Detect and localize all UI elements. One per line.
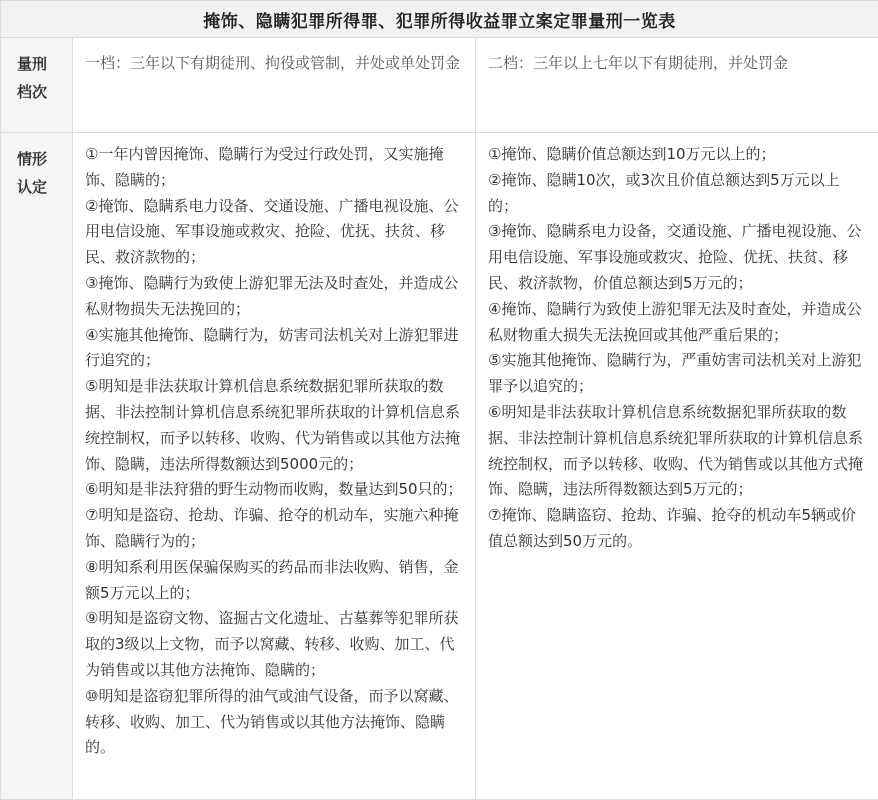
list-item: ⑧明知系利用医保骗保购买的药品而非法收购、销售，金额5万元以上的；: [85, 557, 459, 602]
second-tier-criteria: [476, 133, 878, 800]
list-item: ①掩饰、隐瞒价值总额达到10万元以上的；: [488, 145, 776, 163]
list-item: ⑤实施其他掩饰、隐瞒行为，严重妨害司法机关对上游犯罪予以追究的；: [488, 351, 862, 396]
list-item: ③掩饰、隐瞒系电力设备，交通设施、广播电视设施、公用电信设施、军事设施或救灾、抢险、优抚、扶贫、移民、救济款物，价值总额达到5万元的；: [488, 222, 862, 292]
title-row: [1, 1, 878, 38]
list-item: ②掩饰、隐瞒系电力设备、交通设施、广播电视设施、公用电信设施、军事设施或救灾、抢险、优抚、扶贫、移民、救济款物的；: [85, 196, 459, 267]
list-item: ⑨明知是盗窃文物、盗掘古文化遗址、古墓葬等犯罪所获取的3级以上文物，而予以窝藏、转移、收购、加工、代为销售或以其他方法掩饰、隐瞒的；: [85, 609, 459, 679]
tier-label-line-2: 档次: [17, 83, 48, 101]
tier-label: [1, 38, 73, 133]
criteria-row: [1, 133, 878, 800]
list-item: ⑦明知是盗窃、抢劫、诈骗、抢夺的机动车，实施六种掩饰、隐瞒行为的；: [85, 506, 459, 550]
list-item: ①一年内曾因掩饰、隐瞒行为受过行政处罚，又实施掩饰、隐瞒的；: [85, 145, 444, 189]
list-item: ⑩明知是盗窃犯罪所得的油气或油气设备，而予以窝藏、转移、收购、加工、代为销售或以其他方法掩饰、隐瞒的。: [85, 686, 459, 757]
criteria-label-line-2: 认定: [17, 178, 48, 196]
tier-row: [1, 38, 878, 133]
list-item: ⑦掩饰、隐瞒盗窃、抢劫、诈骗、抢夺的机动车5辆或价值总额达到50万元的。: [488, 506, 856, 550]
criteria-label: [1, 133, 73, 800]
table-title: 掩饰、隐瞒犯罪所得罪、犯罪所得收益罪立案定罪量刑一览表: [1, 1, 878, 38]
list-item: ⑥明知是非法狩猎的野生动物而收购，数量达到50只的；: [85, 480, 463, 499]
criteria-label-line-1: 情形: [17, 150, 48, 168]
list-item: ⑥明知是非法获取计算机信息系统数据犯罪所获取的数据、非法控制计算机信息系统犯罪所获取的计算机信息系统控制权，而予以转移、收购、代为销售或以其他方式掩饰、隐瞒，违法所得数额达到5万元的；: [488, 402, 864, 499]
tier-label-line-1: 量刑: [17, 55, 48, 73]
tier-first: 一档：三年以下有期徒刑、拘役或管制，并处或单处罚金: [73, 38, 476, 133]
list-item: ⑤明知是非法获取计算机信息系统数据犯罪所获取的数据、非法控制计算机信息系统犯罪所获取的计算机信息系统控制权，而予以转移、收购、代为销售或以其他方法掩饰、隐瞒，违法所得数额达到5000元的；: [85, 377, 461, 473]
list-item: ②掩饰、隐瞒10次，或3次且价值总额达到5万元以上的；: [488, 170, 840, 215]
list-item: ④掩饰、隐瞒行为致使上游犯罪无法及时查处，并造成公私财物重大损失无法挽回或其他严重后果的；: [488, 299, 862, 344]
list-item: ④实施其他掩饰、隐瞒行为，妨害司法机关对上游犯罪进行追究的；: [85, 325, 459, 370]
first-tier-criteria: [73, 133, 476, 800]
list-item: ③掩饰、隐瞒行为致使上游犯罪无法及时查处，并造成公私财物损失无法挽回的；: [85, 273, 459, 318]
tier-second: 二档：三年以上七年以下有期徒刑，并处罚金: [476, 38, 878, 133]
